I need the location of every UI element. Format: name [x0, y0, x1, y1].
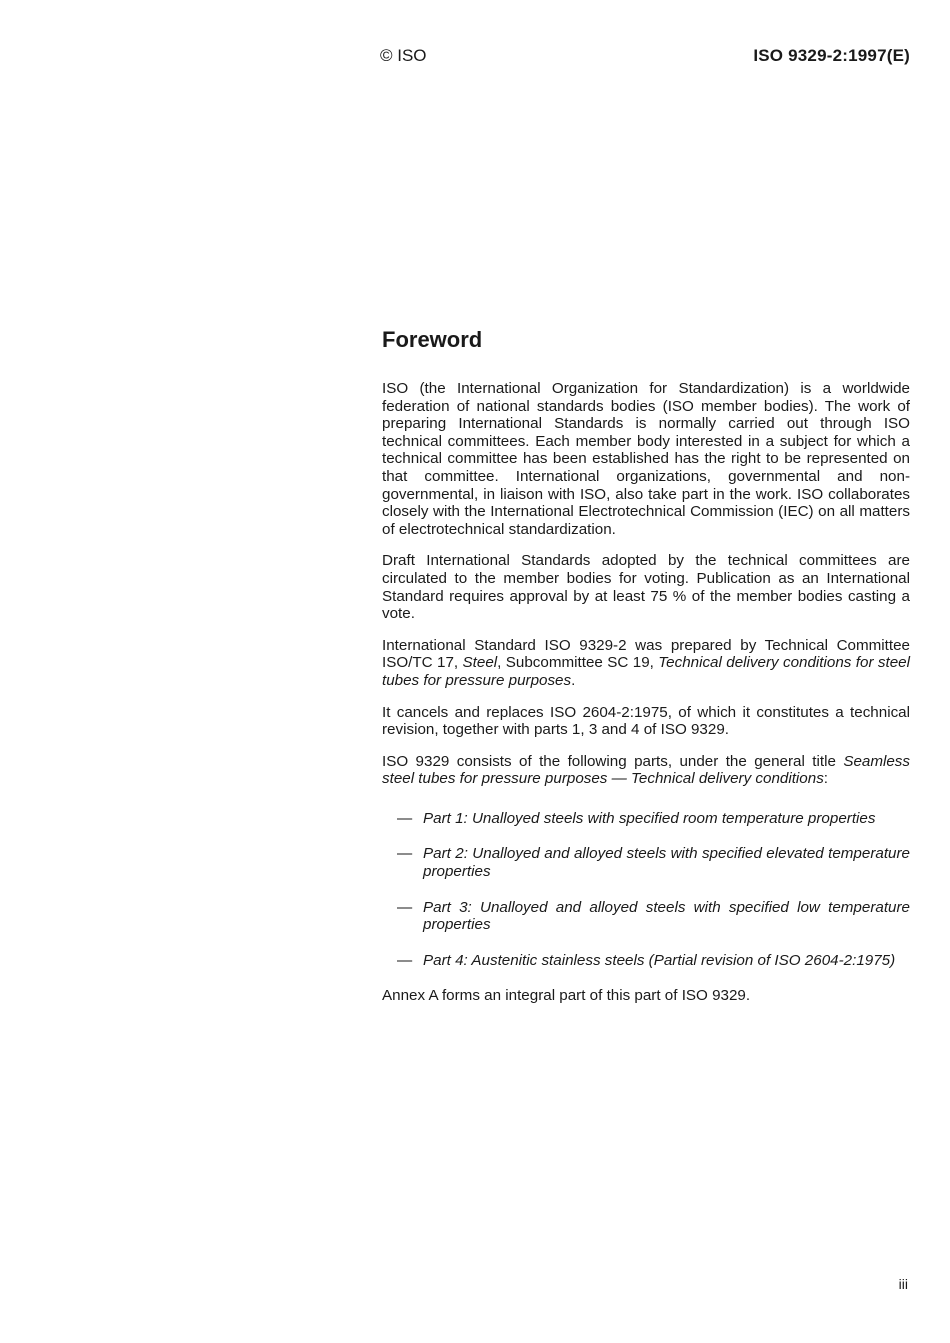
paragraph-prepared-by	[382, 637, 910, 690]
part-1-text: Part 1: Unalloyed steels with specified room temperature properties	[423, 809, 876, 827]
list-dash: —	[397, 809, 413, 827]
parts-list	[382, 810, 910, 970]
general-title: Seamless steel tubes for pressure purposes — Technical delivery conditions	[382, 752, 910, 788]
part-4-text: Part 4: Austenitic stainless steels (Partial revision of ISO 2604-2:1975)	[423, 951, 896, 969]
committee-name: Steel	[462, 654, 498, 672]
subcommittee-name: Technical delivery conditions for steel tubes for pressure purposes	[382, 654, 910, 689]
copyright-header: © ISO	[380, 46, 427, 65]
parts-intro-end: :	[823, 770, 829, 788]
list-dash: —	[397, 898, 413, 916]
page-title: Foreword	[382, 327, 483, 352]
prepared-by-mid: , Subcommittee SC 19,	[497, 654, 654, 672]
list-item	[382, 899, 910, 934]
list-dash: —	[397, 951, 413, 969]
paragraph-parts-intro	[382, 753, 910, 788]
paragraph-draft-standards: Draft International Standards adopted by the technical committees are circulated to the member bodies for voting. Publication as an International Standard requires approval by at least 75 % of the member bodies casting a vote.	[382, 552, 910, 623]
paragraph-iso-intro: ISO (the International Organization for Standardization) is a worldwide federation of national standards bodies (ISO member bodies). The work of preparing International Standards is normally carried out through ISO technical committees. Each member body interested in a subject for which a technical committee has been established has the right to be represented on that committee. International organizations, governmental and non-governmental, in liaison with ISO, also take part in the work. ISO collaborates closely with the International Electrotechnical Commission (IEC) on all matters of electrotechnical standardization.	[382, 380, 910, 538]
list-dash: —	[397, 845, 413, 863]
part-3-text: Part 3: Unalloyed and alloyed steels with specified low temperature properties	[423, 898, 910, 934]
prepared-by-end: .	[571, 671, 576, 689]
document-id-header: ISO 9329-2:1997(E)	[753, 46, 910, 65]
page-number: iii	[898, 1276, 908, 1292]
list-item	[382, 952, 910, 970]
parts-intro-lead: ISO 9329 consists of the following parts, under the general title	[382, 752, 836, 770]
prepared-by-lead: International Standard ISO 9329-2 was prepared by Technical Committee ISO/TC 17,	[382, 636, 910, 672]
list-item	[382, 845, 910, 880]
paragraph-cancels-replaces: It cancels and replaces ISO 2604-2:1975, of which it constitutes a technical revision, together with parts 1, 3 and 4 of ISO 9329.	[382, 703, 910, 739]
part-2-text: Part 2: Unalloyed and alloyed steels with specified elevated temperature properties	[423, 845, 910, 881]
foreword-section	[382, 326, 910, 1019]
annex-note: Annex A forms an integral part of this part of ISO 9329.	[382, 987, 751, 1005]
list-item	[382, 810, 910, 828]
